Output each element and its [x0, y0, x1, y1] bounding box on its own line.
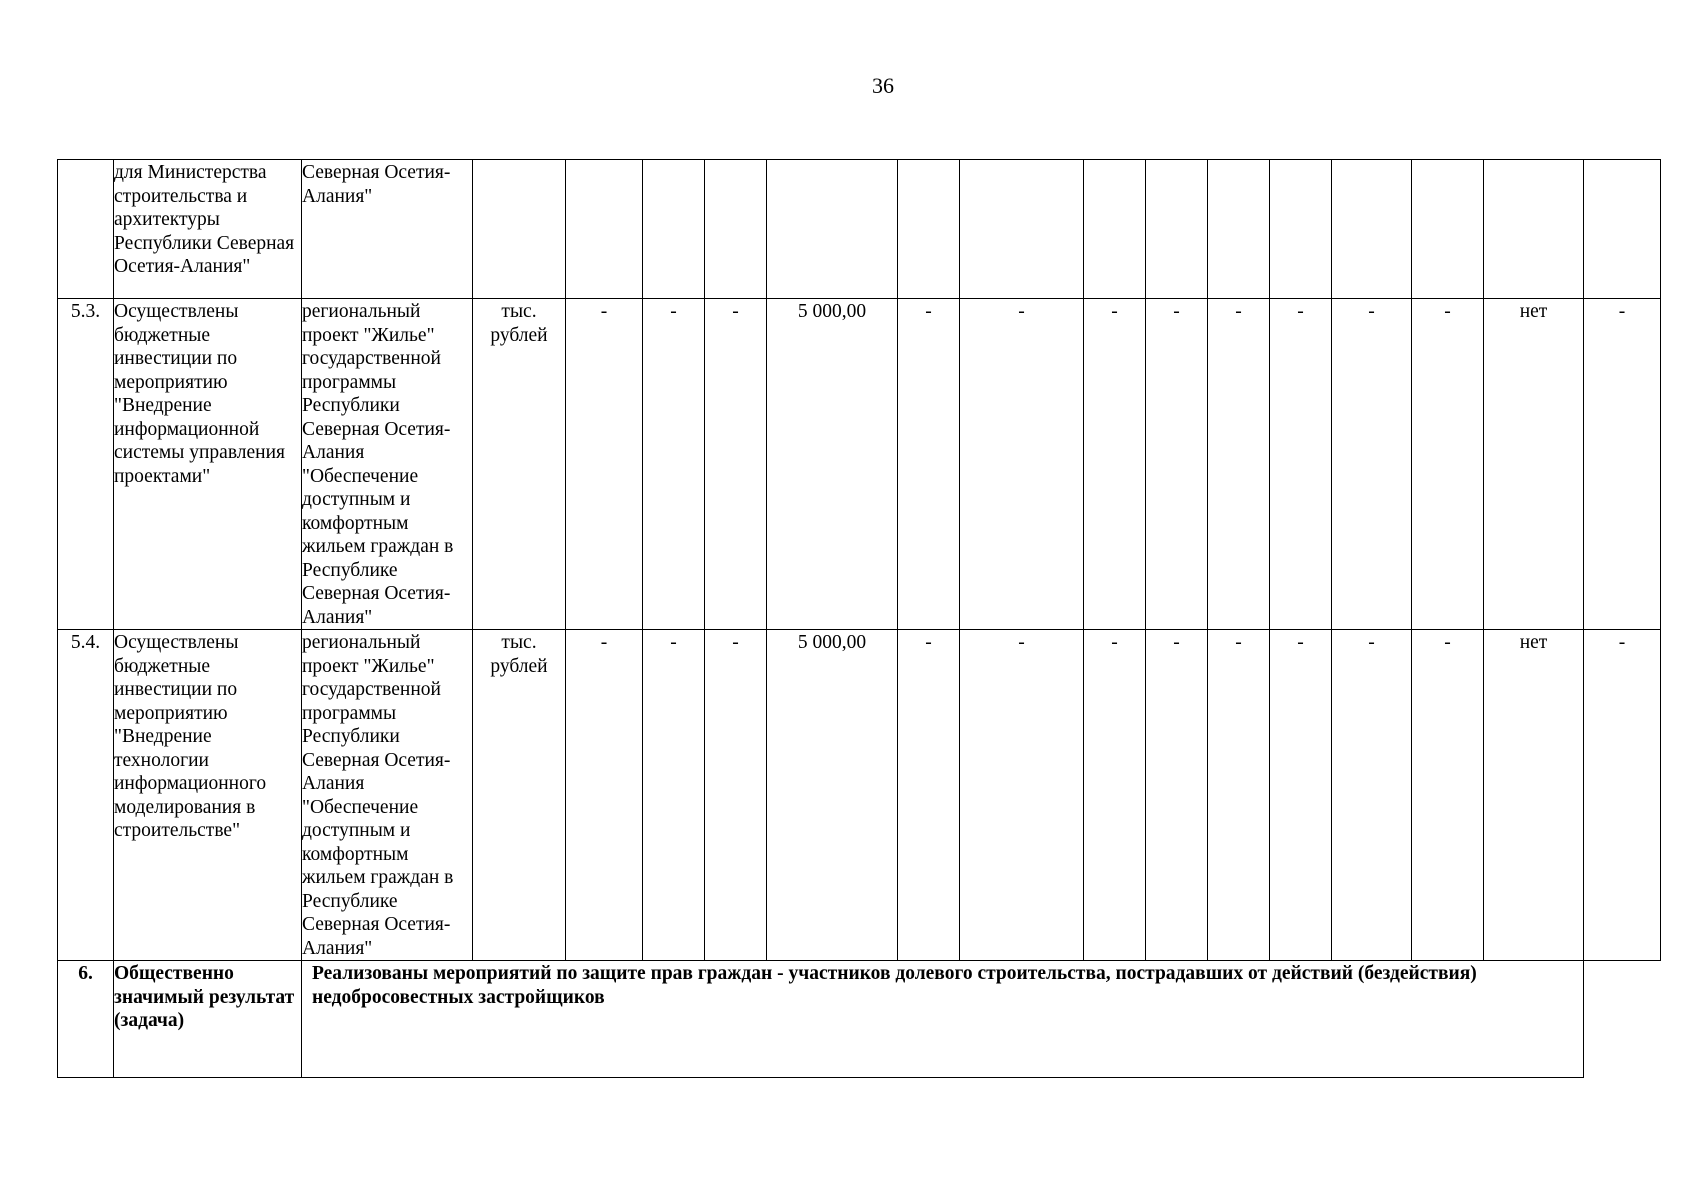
value-cell: - — [566, 630, 643, 961]
value-cell: - — [1584, 299, 1661, 630]
value-cell: - — [1208, 630, 1270, 961]
row-number-cell: 5.4. — [58, 630, 114, 961]
results-table — [57, 159, 1661, 1078]
result-name-cell: Осуществлены бюджетные инвестиции по мероприятию "Внедрение информационной системы управления проектами" — [114, 299, 302, 630]
value-cell — [566, 160, 643, 299]
value-cell — [705, 160, 767, 299]
source-cell: Северная Осетия-Алания" — [302, 160, 473, 299]
source-cell: региональный проект "Жилье" государственной программы Республики Северная Осетия-Алания "Обеспечение доступным и комфортным жильем граждан в Республике Северная Осетия-Алания" — [302, 299, 473, 630]
task-text-cell: Реализованы мероприятий по защите прав граждан - участников долевого строительства, пострадавших от действий (бездействия) недобросовестных застройщиков — [302, 961, 1584, 1078]
value-cell: - — [960, 299, 1084, 630]
value-cell — [1484, 160, 1584, 299]
value-cell: - — [1146, 630, 1208, 961]
value-cell: - — [960, 630, 1084, 961]
value-cell: - — [1270, 299, 1332, 630]
unit-cell — [473, 160, 566, 299]
value-cell: - — [643, 630, 705, 961]
task-row — [58, 961, 1661, 1078]
value-cell: - — [1084, 630, 1146, 961]
value-cell — [643, 160, 705, 299]
value-cell — [1412, 160, 1484, 299]
value-cell — [960, 160, 1084, 299]
value-cell: - — [566, 299, 643, 630]
value-cell: - — [1270, 630, 1332, 961]
table-row — [58, 299, 1661, 630]
task-number-cell: 6. — [58, 961, 114, 1078]
value-cell — [1332, 160, 1412, 299]
value-cell: - — [1584, 630, 1661, 961]
value-cell — [898, 160, 960, 299]
value-cell: - — [643, 299, 705, 630]
unit-cell: тыс. рублей — [473, 299, 566, 630]
value-cell: - — [1412, 299, 1484, 630]
result-name-cell: Осуществлены бюджетные инвестиции по мероприятию "Внедрение технологии информационного моделирования в строительстве" — [114, 630, 302, 961]
value-cell: - — [1332, 299, 1412, 630]
row-number-cell — [58, 160, 114, 299]
page-number: 36 — [872, 73, 894, 98]
table-row — [58, 630, 1661, 961]
value-cell: - — [1412, 630, 1484, 961]
table-row — [58, 160, 1661, 299]
value-cell: - — [1084, 299, 1146, 630]
unit-cell: тыс. рублей — [473, 630, 566, 961]
value-cell: - — [1332, 630, 1412, 961]
value-cell — [767, 160, 898, 299]
source-cell: региональный проект "Жилье" государственной программы Республики Северная Осетия-Алания "Обеспечение доступным и комфортным жильем граждан в Республике Северная Осетия-Алания" — [302, 630, 473, 961]
value-cell: нет — [1484, 630, 1584, 961]
value-cell — [1270, 160, 1332, 299]
value-cell: - — [705, 630, 767, 961]
value-cell — [1208, 160, 1270, 299]
value-cell — [1146, 160, 1208, 299]
value-cell: 5 000,00 — [767, 299, 898, 630]
value-cell: - — [898, 299, 960, 630]
task-label-cell: Общественно значимый результат (задача) — [114, 961, 302, 1078]
value-cell — [1584, 160, 1661, 299]
value-cell: - — [705, 299, 767, 630]
row-number-cell: 5.3. — [58, 299, 114, 630]
value-cell: - — [1146, 299, 1208, 630]
result-name-cell: для Министерства строительства и архитектуры Республики Северная Осетия-Алания" — [114, 160, 302, 299]
value-cell — [1084, 160, 1146, 299]
value-cell: 5 000,00 — [767, 630, 898, 961]
value-cell: - — [898, 630, 960, 961]
value-cell: нет — [1484, 299, 1584, 630]
value-cell: - — [1208, 299, 1270, 630]
